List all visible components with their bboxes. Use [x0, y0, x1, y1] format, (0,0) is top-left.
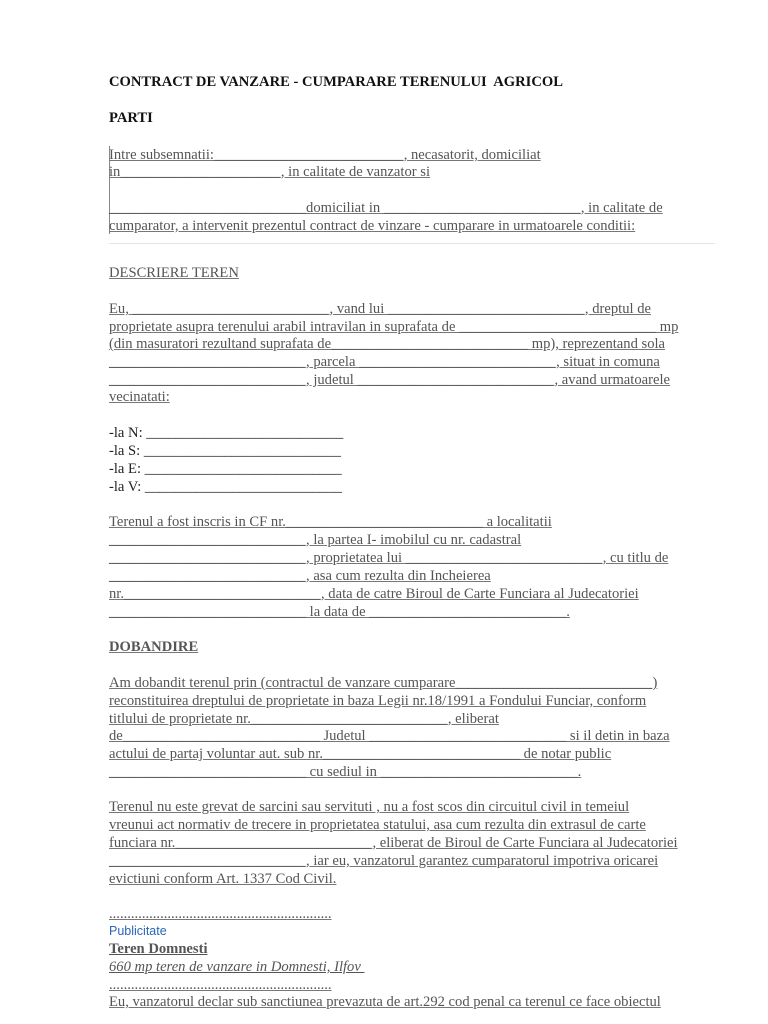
- neighbor-south: -la S: ___________________________: [109, 443, 341, 459]
- dotted-separator: .............................................................: [109, 977, 332, 993]
- text-line: vecinatati:: [109, 389, 170, 405]
- ad-subtitle-link[interactable]: 660 mp teren de vanzare in Domnesti, Ilfov: [109, 959, 365, 975]
- text-line: Eu, ___________________________, vand lui ___________________________, dreptul de: [109, 301, 651, 317]
- section-heading-parti: PARTI: [109, 110, 153, 126]
- divider: [109, 243, 715, 244]
- text-line: Terenul nu este grevat de sarcini sau servituti , nu a fost scos din circuitul civil in temeiul: [109, 799, 630, 815]
- section-heading-dobandire: DOBANDIRE: [109, 639, 199, 655]
- text-line: ___________________________, iar eu, vanzatorul garantez cumparatorul impotriva oricarei: [109, 853, 659, 869]
- text-line: proprietate asupra terenului arabil intravilan in suprafata de ___________________________ mp: [109, 319, 679, 335]
- text-line: vreunui act normativ de trecere in proprietatea statului, asa cum rezulta din extrasul de carte: [109, 817, 646, 833]
- text-line: cumparator, a intervenit prezentul contract de vinzare - cumparare in urmatoarele conditii:: [109, 218, 636, 234]
- text-line: (din masuratori rezultand suprafata de___________________________ mp), reprezentand sola: [109, 336, 666, 352]
- neighbor-west: -la V: ___________________________: [109, 479, 342, 495]
- neighbor-north: -la N: ___________________________: [109, 425, 344, 441]
- text-line: ___________________________domiciliat in ___________________________, in calitate de: [109, 200, 663, 216]
- text-line: ___________________________ cu sediul in ___________________________.: [109, 764, 582, 780]
- text-line: ___________________________, judetul ___________________________, avand urmatoarele: [109, 372, 670, 388]
- text-line: funciara nr.___________________________, eliberat de Biroul de Carte Funciara al Judecatoriei: [109, 835, 678, 851]
- document-title: CONTRACT DE VANZARE - CUMPARARE TERENULUI AGRICOL: [109, 74, 563, 90]
- text-line: Intre subsemnatii:__________________________, necasatorit, domiciliat: [109, 147, 541, 163]
- text-line: de___________________________ Judetul ___________________________ si il detin in baza: [109, 728, 670, 744]
- text-line: ___________________________ la data de ___________________________.: [109, 604, 570, 620]
- neighbor-east: -la E: ___________________________: [109, 461, 342, 477]
- ad-label: Publicitate: [109, 924, 167, 938]
- ad-title-link[interactable]: Teren Domnesti: [109, 941, 208, 957]
- section-heading-descriere: DESCRIERE TEREN: [109, 265, 239, 281]
- text-line: evictiuni conform Art. 1337 Cod Civil.: [109, 871, 337, 887]
- text-line: Am dobandit terenul prin (contractul de vanzare cumparare___________________________): [109, 675, 658, 691]
- text-line: Eu, vanzatorul declar sub sanctiunea prevazuta de art.292 cod penal ca terenul ce face obiectul: [109, 994, 661, 1010]
- text-line: ___________________________, la partea I- imobilul cu nr. cadastral: [109, 532, 522, 548]
- text-line: in______________________, in calitate de vanzator si: [109, 164, 430, 180]
- text-line: ___________________________, asa cum rezulta din Incheierea: [109, 568, 491, 584]
- text-line: ___________________________, parcela ___________________________, situat in comuna: [109, 354, 660, 370]
- dotted-separator: .............................................................: [109, 906, 332, 922]
- text-line: ___________________________, proprietatea lui ___________________________, cu titlu de: [109, 550, 669, 566]
- text-line: titlului de proprietate nr.___________________________, eliberat: [109, 711, 499, 727]
- text-line: reconstituirea dreptului de proprietate in baza Legii nr.18/1991 a Fondului Funciar, conform: [109, 693, 647, 709]
- text-line: actului de partaj voluntar aut. sub nr.___________________________ de notar public: [109, 746, 612, 762]
- text-line: nr.___________________________, data de catre Biroul de Carte Funciara al Judecatoriei: [109, 586, 639, 602]
- text-line: Terenul a fost inscris in CF nr.___________________________ a localitatii: [109, 514, 552, 530]
